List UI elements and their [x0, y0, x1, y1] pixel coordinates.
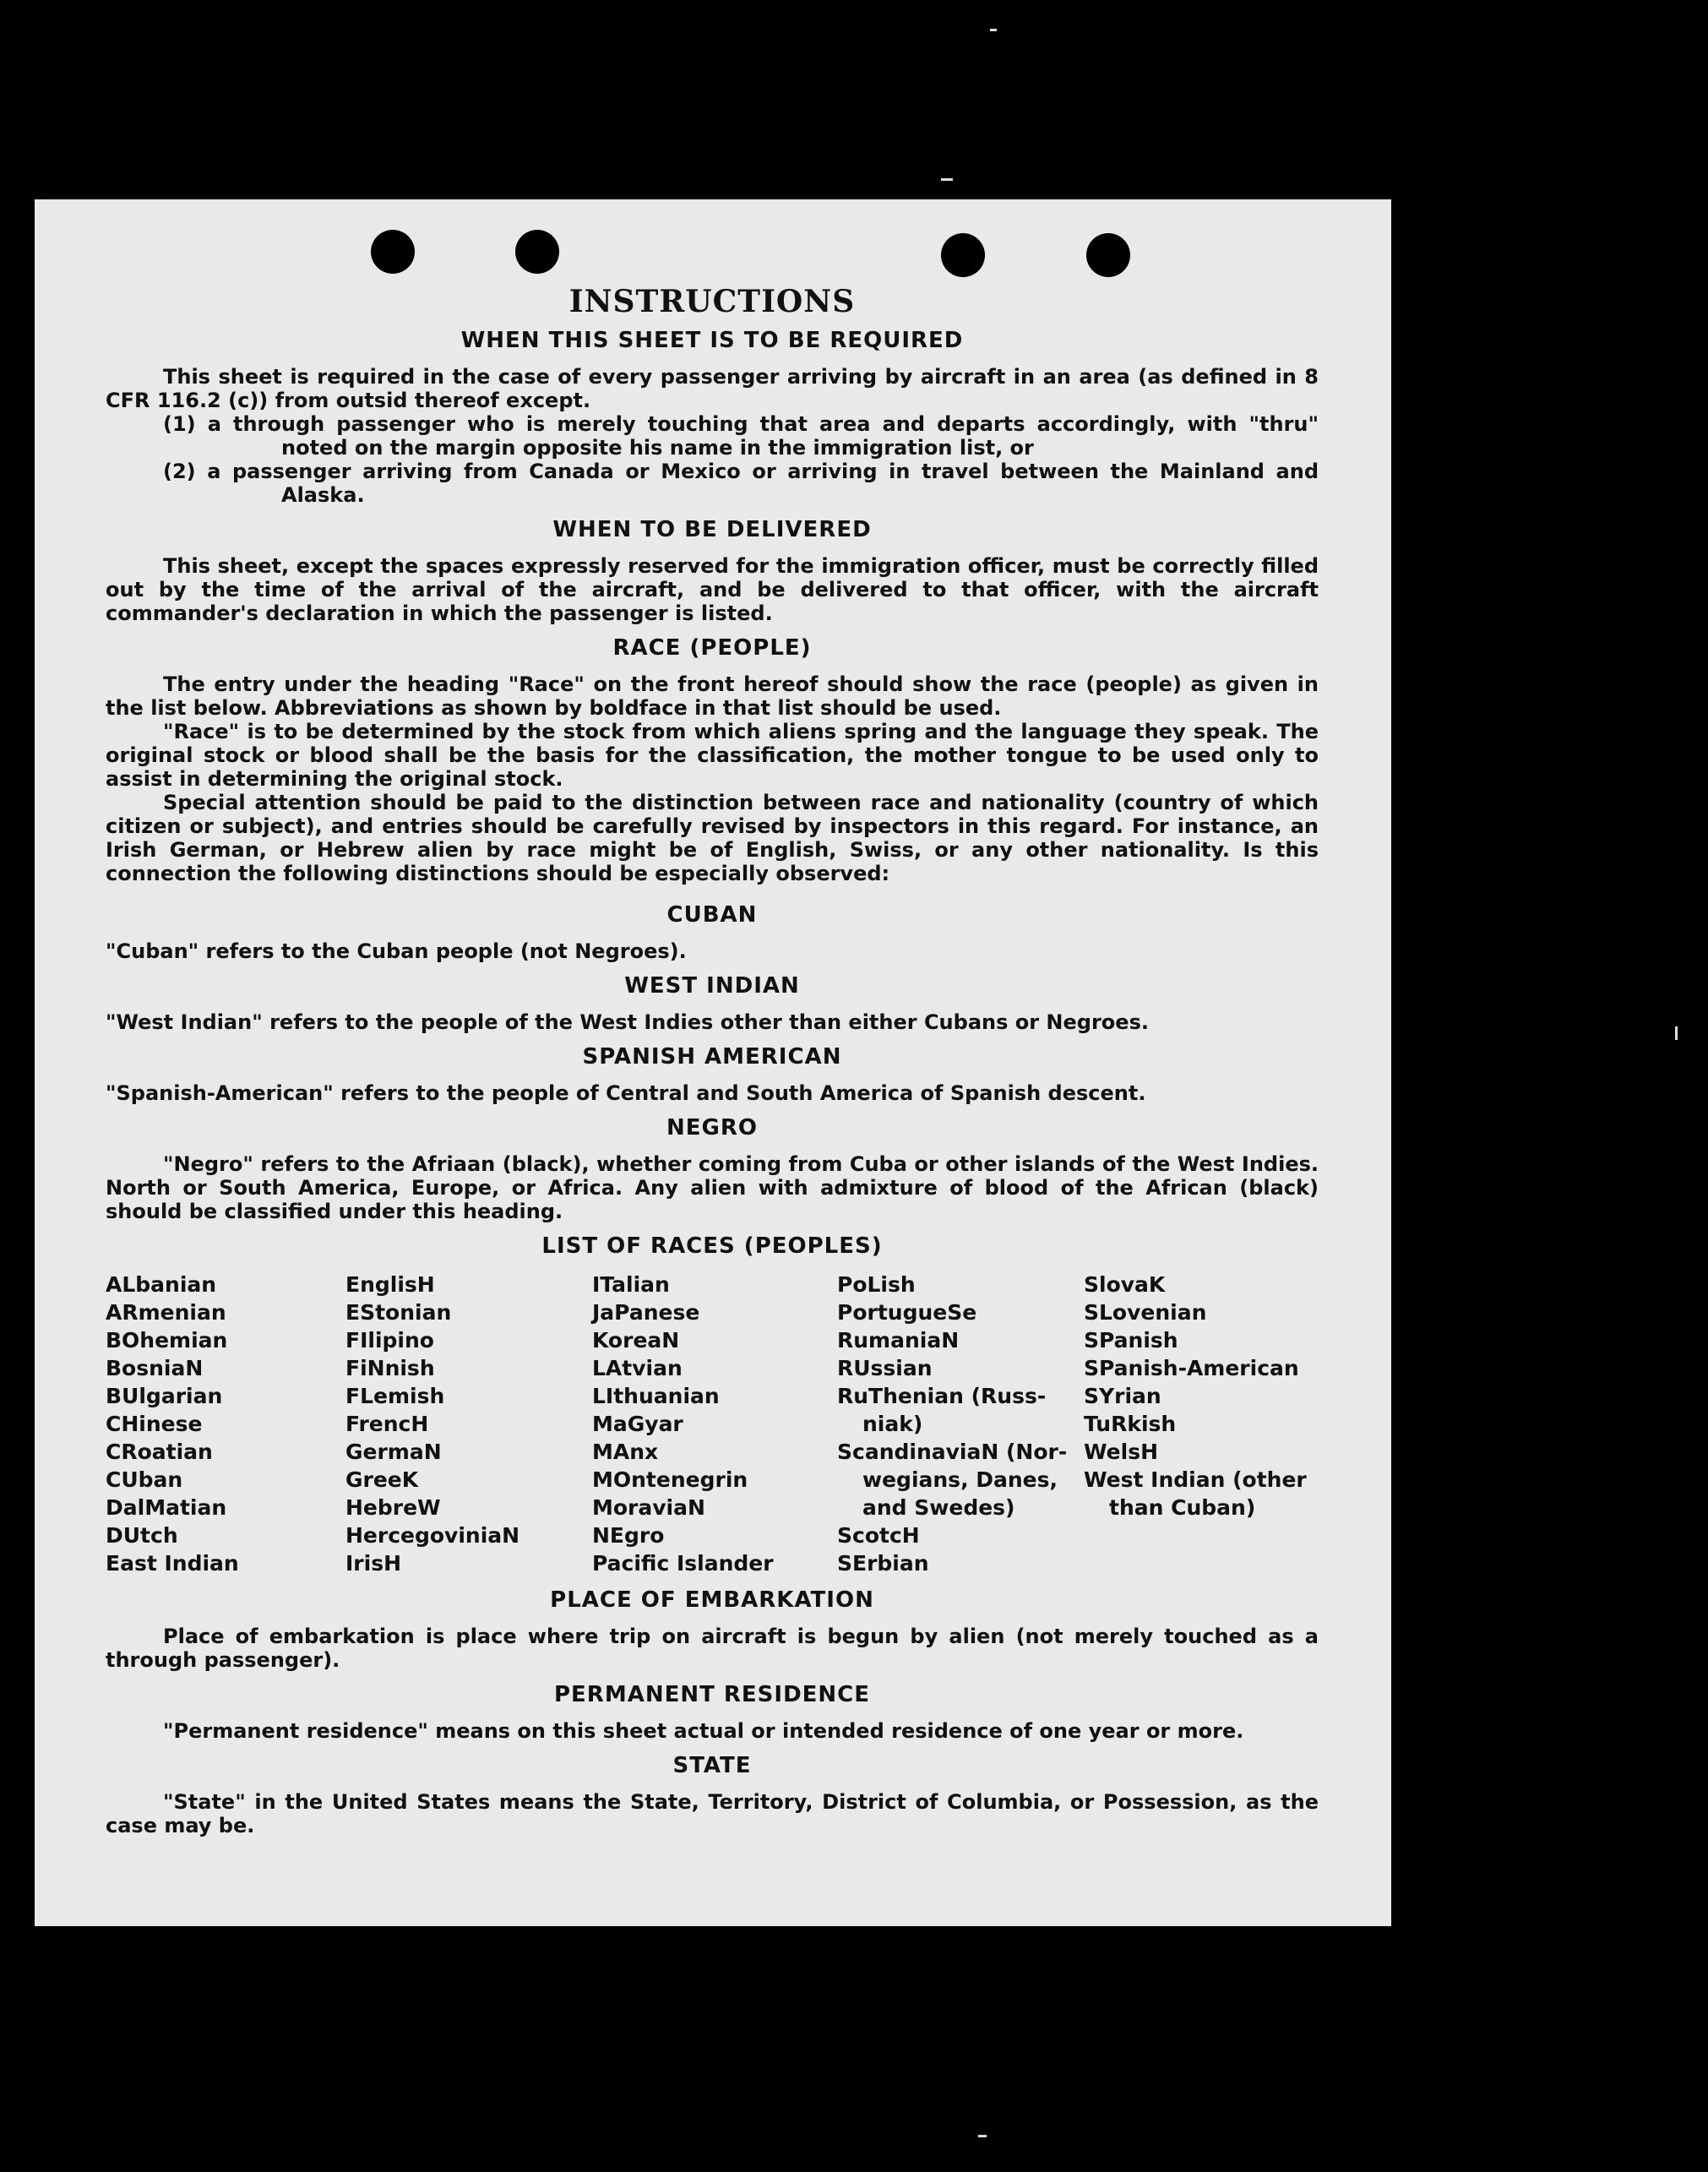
cuban-text: "Cuban" refers to the Cuban people (not Negroes).	[106, 939, 687, 963]
race-entry: West Indian (other	[1084, 1467, 1307, 1492]
race-entry: TuRkish	[1084, 1412, 1177, 1436]
race-entry: niak)	[862, 1412, 923, 1436]
race-entry: PortugueSe	[837, 1300, 977, 1325]
race-entry: HercegoviniaN	[345, 1523, 520, 1548]
required-item-2: (2) a passenger arriving from Canada or Mexico or arriving in travel between the Mainland and Alaska.	[163, 460, 1319, 507]
race-entry: WelsH	[1084, 1440, 1159, 1464]
race-entry: SPanish	[1084, 1328, 1178, 1353]
race-entry: ScotcH	[837, 1523, 920, 1548]
required-intro: This sheet is required in the case of every passenger arriving by aircraft in an area (as defined in 8 CFR 116.2 (c)) from outsid thereof except.	[106, 365, 1319, 412]
race-entry: CRoatian	[106, 1440, 213, 1464]
race-entry: BosniaN	[106, 1356, 204, 1380]
instructions-body	[106, 284, 1319, 1837]
races-column-3	[592, 1271, 837, 1577]
race-entry: HebreW	[345, 1495, 441, 1520]
race-entry: ITalian	[592, 1272, 670, 1297]
race-entry: ARmenian	[106, 1300, 226, 1325]
race-entry: CUban	[106, 1467, 183, 1492]
delivered-text: This sheet, except the spaces expressly reserved for the immigration officer, must be correctly filled out by the time of the arrival of the aircraft, and be delivered to that officer, with the aircraft commander's declaration in which the passenger is listed.	[106, 554, 1319, 625]
heading-cuban: CUBAN	[666, 902, 758, 928]
west-indian-text: "West Indian" refers to the people of the West Indies other than either Cubans or Negroes.	[106, 1010, 1149, 1034]
race-entry: SYrian	[1084, 1384, 1161, 1408]
heading-place-of-embarkation: PLACE OF EMBARKATION	[550, 1587, 874, 1613]
race-entry: Pacific Islander	[592, 1551, 774, 1576]
race-entry: SlovaK	[1084, 1272, 1166, 1297]
required-item-1: (1) a through passenger who is merely touching that area and departs accordingly, with "thru" noted on the margin opposite his name in the immigration list, or	[163, 412, 1319, 460]
race-entry: and Swedes)	[862, 1495, 1015, 1520]
punch-hole	[1086, 233, 1130, 277]
race-entry: RumaniaN	[837, 1328, 960, 1353]
scan-speck	[978, 2135, 987, 2137]
state-text: "State" in the United States means the State, Territory, District of Columbia, or Possession, as the case may be.	[106, 1790, 1319, 1837]
race-paragraph-1: The entry under the heading "Race" on the front hereof should show the race (people) as given in the list below. Abbreviations as shown by boldface in that list should be used.	[106, 672, 1319, 720]
race-entry: DalMatian	[106, 1495, 227, 1520]
scan-speck	[990, 29, 997, 31]
embarkation-text: Place of embarkation is place where trip on aircraft is begun by alien (not merely touched as a through passenger).	[106, 1625, 1319, 1672]
heading-race: RACE (PEOPLE)	[612, 635, 812, 661]
scan-speck	[1675, 1026, 1678, 1040]
races-list	[106, 1271, 1319, 1577]
punch-hole	[941, 233, 985, 277]
races-column-1	[106, 1271, 345, 1577]
race-entry: LAtvian	[592, 1356, 683, 1380]
punch-hole	[371, 230, 415, 274]
race-entry: East Indian	[106, 1551, 239, 1576]
race-entry: KoreaN	[592, 1328, 680, 1353]
race-entry: FLemish	[345, 1384, 445, 1408]
races-column-2	[345, 1271, 592, 1577]
heading-west-indian: WEST INDIAN	[624, 973, 800, 999]
heading-when-required: WHEN THIS SHEET IS TO BE REQUIRED	[460, 328, 964, 353]
race-entry: ALbanian	[106, 1272, 217, 1297]
negro-text: "Negro" refers to the Afriaan (black), whether coming from Cuba or other islands of the West Indies. North or South America, Europe, or Africa. Any alien with admixture of blood of the African (black) should be classified under this heading.	[106, 1152, 1319, 1223]
race-entry: RuThenian (Russ-	[837, 1384, 1047, 1408]
race-entry: PoLish	[837, 1272, 916, 1297]
scan-speck	[941, 178, 953, 181]
residence-text: "Permanent residence" means on this sheet actual or intended residence of one year or more.	[163, 1719, 1244, 1743]
spanish-american-text: "Spanish-American" refers to the people of Central and South America of Spanish descent.	[106, 1081, 1146, 1105]
punch-hole	[515, 230, 559, 274]
heading-spanish-american: SPANISH AMERICAN	[582, 1044, 842, 1070]
race-entry: RUssian	[837, 1356, 933, 1380]
heading-list-of-races: LIST OF RACES (PEOPLES)	[541, 1233, 883, 1259]
race-entry: BUlgarian	[106, 1384, 223, 1408]
race-entry: FIlipino	[345, 1328, 434, 1353]
race-entry: CHinese	[106, 1412, 203, 1436]
race-entry: IrisH	[345, 1551, 402, 1576]
race-entry: NEgro	[592, 1523, 665, 1548]
race-entry: FiNnish	[345, 1356, 435, 1380]
race-entry: BOhemian	[106, 1328, 228, 1353]
races-column-4	[837, 1271, 1084, 1577]
race-entry: than Cuban)	[1109, 1495, 1256, 1520]
page-title: INSTRUCTIONS	[568, 284, 856, 319]
race-entry: JaPanese	[592, 1300, 700, 1325]
race-entry: MAnx	[592, 1440, 659, 1464]
race-entry: FrencH	[345, 1412, 429, 1436]
race-entry: DUtch	[106, 1523, 178, 1548]
race-entry: GreeK	[345, 1467, 419, 1492]
race-entry: EnglisH	[345, 1272, 435, 1297]
heading-when-delivered: WHEN TO BE DELIVERED	[552, 517, 872, 542]
heading-permanent-residence: PERMANENT RESIDENCE	[553, 1682, 871, 1707]
race-entry: GermaN	[345, 1440, 442, 1464]
race-paragraph-3: Special attention should be paid to the distinction between race and nationality (country of which citizen or subject), and entries should be carefully revised by inspectors in this regard. For instance, an Irish German, or Hebrew alien by race might be of English, Swiss, or any other nationality. Is this connection the following distinctions should be especially observed:	[106, 791, 1319, 885]
race-entry: EStonian	[345, 1300, 452, 1325]
race-entry: LIthuanian	[592, 1384, 720, 1408]
race-entry: wegians, Danes,	[862, 1467, 1058, 1492]
heading-state: STATE	[672, 1753, 752, 1778]
race-entry: SPanish-American	[1084, 1356, 1299, 1380]
race-entry: ScandinaviaN (Nor-	[837, 1440, 1068, 1464]
race-entry: MOntenegrin	[592, 1467, 748, 1492]
races-column-5	[1084, 1271, 1319, 1577]
race-entry: SErbian	[837, 1551, 929, 1576]
instruction-sheet	[35, 199, 1391, 1926]
race-paragraph-2: "Race" is to be determined by the stock from which aliens spring and the language they speak. The original stock or blood shall be the basis for the classification, the mother tongue to be used only to assist in determining the original stock.	[106, 720, 1319, 791]
race-entry: SLovenian	[1084, 1300, 1207, 1325]
race-entry: MaGyar	[592, 1412, 683, 1436]
heading-negro: NEGRO	[666, 1115, 758, 1140]
race-entry: MoraviaN	[592, 1495, 705, 1520]
